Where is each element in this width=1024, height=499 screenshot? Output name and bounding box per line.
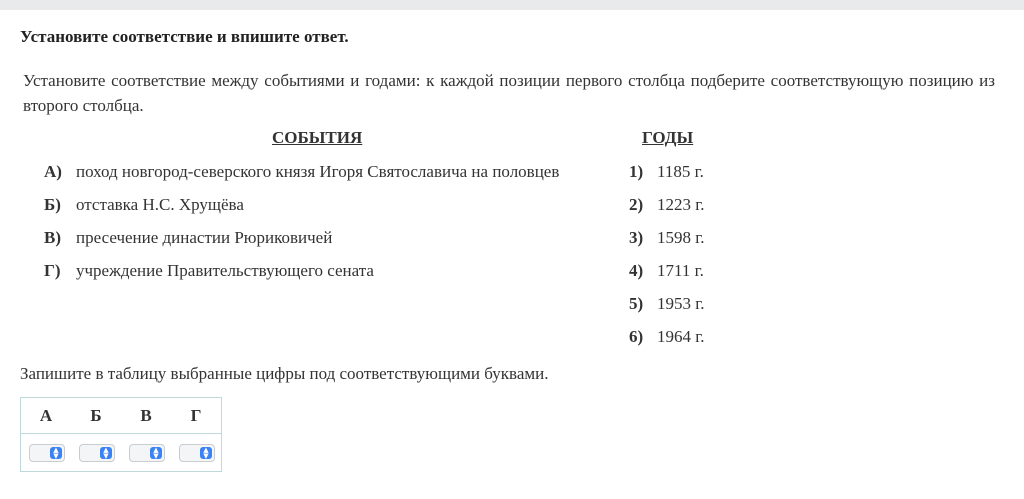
year-text: 1598 г. [657, 228, 705, 247]
task-title: Установите соответствие и впишите ответ. [20, 27, 349, 46]
answer-select-b[interactable] [79, 444, 115, 462]
answer-table [20, 397, 222, 472]
answer-select-v[interactable] [129, 444, 165, 462]
year-item [629, 195, 705, 215]
year-key: 1) [629, 162, 644, 181]
event-key: А) [44, 162, 62, 181]
event-key: Г) [44, 261, 61, 280]
year-item [629, 261, 704, 281]
top-bar [0, 0, 1024, 10]
event-text: пресечение династии Рюриковичей [76, 228, 333, 247]
up-down-chevron-icon: ▲ ▼ [50, 447, 62, 459]
year-text: 1223 г. [657, 195, 705, 214]
answer-header-v: В [121, 398, 171, 434]
year-key: 5) [629, 294, 644, 313]
event-key: Б) [44, 195, 61, 214]
up-down-chevron-icon: ▲ ▼ [100, 447, 112, 459]
years-column-header: ГОДЫ [642, 128, 694, 147]
year-item [629, 228, 705, 248]
year-item [629, 327, 705, 347]
answer-cell [71, 434, 121, 472]
year-text: 1964 г. [657, 327, 705, 346]
year-text: 1711 г. [657, 261, 704, 280]
answer-header-a: А [21, 398, 72, 434]
event-text: поход новгород-северского князя Игоря Святославича на половцев [76, 162, 560, 181]
answer-header-b: Б [71, 398, 121, 434]
answer-instruction: Запишите в таблицу выбранные цифры под соответствующими буквами. [20, 364, 549, 383]
year-item [629, 294, 705, 314]
year-key: 4) [629, 261, 644, 280]
year-text: 1185 г. [657, 162, 704, 181]
event-item [44, 261, 374, 281]
year-text: 1953 г. [657, 294, 705, 313]
event-key: В) [44, 228, 61, 247]
answer-select-a[interactable] [29, 444, 65, 462]
year-item [629, 162, 704, 182]
event-text: учреждение Правительствующего сената [76, 261, 374, 280]
year-key: 2) [629, 195, 644, 214]
answer-cell [171, 434, 222, 472]
up-down-chevron-icon: ▲ ▼ [150, 447, 162, 459]
answer-cell [21, 434, 72, 472]
year-key: 6) [629, 327, 644, 346]
event-text: отставка Н.С. Хрущёва [76, 195, 244, 214]
year-key: 3) [629, 228, 644, 247]
answer-header-g: Г [171, 398, 222, 434]
answer-cell [121, 434, 171, 472]
event-item [44, 195, 244, 215]
answer-select-g[interactable] [179, 444, 215, 462]
events-column-header: СОБЫТИЯ [272, 128, 363, 147]
event-item [44, 162, 559, 182]
up-down-chevron-icon: ▲ ▼ [200, 447, 212, 459]
event-item [44, 228, 332, 248]
task-intro: Установите соответствие между событиями и годами: к каждой позиции первого столбца подберите соответствующую позицию из второго столбца. [23, 71, 995, 115]
